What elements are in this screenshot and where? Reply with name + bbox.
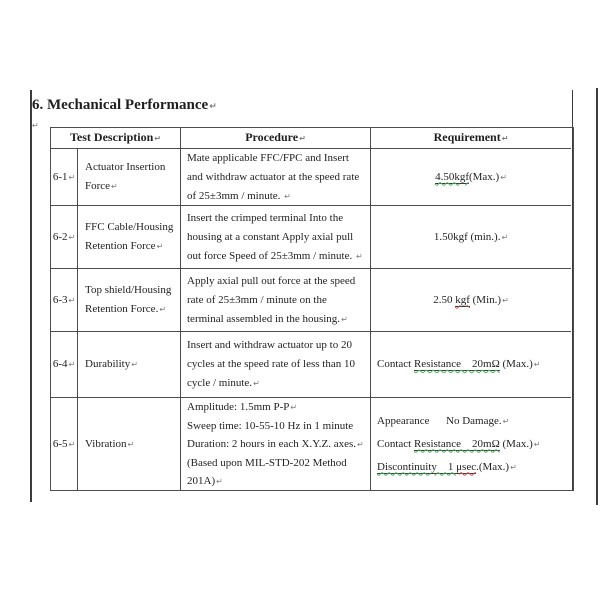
cell-6-1-description [78,149,181,206]
table-row-6-3 [51,269,573,332]
text-line [53,355,75,374]
paragraph-mark-icon: ↵ [290,402,298,412]
cell-6-3-id [51,269,78,332]
text-line [433,291,509,310]
paragraph-mark-icon: ↵ [253,379,260,388]
table-row-6-1 [51,149,573,206]
text-line [435,168,507,187]
paragraph-mark-icon: ↵ [154,134,161,143]
text-segment: (Based upon MIL-STD-202 Method [187,456,347,469]
text-segment: Procedure [245,130,299,144]
text-line [187,228,367,247]
text-line [434,128,509,148]
text-boundary-line-right-outer [596,88,598,505]
paragraph-mark-icon: ↵ [510,462,517,472]
text-segment: (Max.) [468,170,500,183]
text-line [377,410,568,433]
text-segment: cycle / minute. [187,377,253,389]
text-line [31,114,39,135]
text-segment: Force [85,180,111,192]
cell-6-5-description [78,398,181,490]
table-row-6-5 [51,398,573,490]
text-line [85,177,178,196]
text-line [187,149,367,168]
paragraph-mark-icon: ↵ [500,172,507,182]
paragraph-mark [31,114,39,135]
cell-6-3-requirement [371,269,571,332]
cell-6-1-procedure [181,149,371,206]
paragraph-mark-icon: ↵ [216,476,223,486]
text-segment: μsec [456,460,477,473]
text-line [187,398,367,417]
text-line [187,355,367,374]
text-segment: 6. Mechanical Performance [32,97,209,113]
paragraph-mark-icon: ↵ [68,439,76,449]
text-line [53,291,75,310]
paragraph-mark-icon: ↵ [131,360,138,369]
cell-6-1-id [51,149,78,206]
paragraph-mark-icon: ↵ [159,305,167,314]
text-segment: Sweep time: 10-55-10 Hz in 1 minute [187,419,354,432]
paragraph-mark-icon: ↵ [357,439,364,449]
text-segment: Actuator Insertion [85,161,166,173]
text-line [187,310,367,329]
text-segment: 6-5 [52,437,68,450]
text-line [53,168,75,187]
text-segment: (Max.) [499,437,533,450]
text-line [85,281,178,300]
text-segment: 6-3 [52,293,68,306]
text-segment: FFC Cable/Housing [85,221,174,233]
text-segment: Discontinuity 1 [377,460,457,473]
paragraph-mark-icon: ↵ [501,134,509,143]
text-segment: terminal assembled in the housing. [187,312,341,325]
text-segment: (Max.) [499,358,533,370]
text-line [434,228,508,247]
text-segment: Retention Force [85,240,156,252]
paragraph-mark-icon: ↵ [533,439,541,449]
table-row-6-2 [51,206,573,269]
text-line [187,472,367,491]
paragraph-mark-icon: ↵ [68,360,76,369]
header-cell-requirement [371,128,571,149]
header-cell-test-description [51,128,181,149]
table-header-row [51,128,573,149]
paragraph-mark-icon: ↵ [284,191,291,201]
text-line [53,228,75,247]
text-line [187,417,367,435]
cell-6-4-procedure [181,332,371,398]
text-segment: Insert the crimped terminal Into the [187,211,344,224]
paragraph-mark-icon: ↵ [127,439,135,449]
mechanical-performance-table [50,127,574,491]
text-segment: and withdraw actuator at the speed rate [187,170,360,183]
text-segment: kgf [455,293,470,306]
paragraph-mark-icon: ↵ [32,121,39,130]
text-segment: Resistance 20mΩ [413,358,500,370]
text-segment: 2.50 [433,293,456,306]
text-segment: 6-1 [52,170,68,183]
text-line [187,374,367,393]
text-segment: Retention Force. [85,303,159,315]
text-segment: rate of 25±3mm / minute on the [187,293,327,306]
text-line [85,218,178,237]
text-line [32,96,217,117]
text-line [187,209,367,228]
text-line [85,158,178,177]
text-line [245,128,306,148]
cell-6-4-id [51,332,78,398]
text-boundary-line-left [30,90,32,502]
cell-6-2-procedure [181,206,371,269]
table-row-6-4 [51,332,573,398]
text-segment: Top shield/Housing [85,284,172,296]
text-line [53,435,75,454]
text-segment: Apply axial pull out force at the speed [187,274,356,287]
paragraph-mark-icon: ↵ [501,232,509,242]
text-segment: out force Speed of 25±3mm / minute. [187,249,355,262]
text-line [187,247,367,266]
header-cell-procedure [181,128,371,149]
paragraph-mark-icon: ↵ [209,102,217,112]
text-line [377,355,568,374]
text-segment: Contact [377,358,414,370]
text-segment: .(Max.) [476,460,510,473]
paragraph-mark-icon: ↵ [68,232,76,242]
text-line [85,237,178,256]
text-segment: Durability [85,358,131,370]
text-line [187,168,367,187]
paragraph-mark-icon: ↵ [355,251,363,261]
text-segment: Resistance 20mΩ [413,437,500,450]
paragraph-mark-icon: ↵ [502,416,510,426]
text-segment: Requirement [433,130,501,144]
text-segment: Insert and withdraw actuator up to 20 [187,339,352,351]
text-line [187,187,367,206]
text-line [85,435,178,454]
text-line [187,291,367,310]
cell-6-2-id [51,206,78,269]
cell-6-5-requirement [371,398,571,490]
text-segment: Duration: 2 hours in each X.Y.Z. axes. [187,437,357,450]
text-line [187,336,367,355]
cell-6-4-description [78,332,181,398]
paragraph-mark-icon: ↵ [111,182,118,191]
text-segment: 4.50kgf [435,170,469,183]
text-segment: of 25±3mm / minute. [187,189,284,202]
paragraph-mark-icon: ↵ [68,172,76,182]
text-segment: Amplitude: 1.5mm P-P [187,400,290,413]
text-line [187,435,367,454]
paragraph-mark-icon: ↵ [156,242,164,251]
section-title [32,96,217,117]
paragraph-mark-icon: ↵ [299,134,306,143]
text-line [187,272,367,291]
cell-6-2-description [78,206,181,269]
cell-6-4-requirement [371,332,571,398]
cell-6-3-procedure [181,269,371,332]
text-segment: Contact [377,437,414,450]
paragraph-mark-icon: ↵ [502,295,509,305]
cell-6-1-requirement [371,149,571,206]
text-segment: 201A) [187,474,216,487]
text-segment: 6-4 [52,358,68,370]
cell-6-2-requirement [371,206,571,269]
paragraph-mark-icon: ↵ [533,360,541,369]
text-line [85,355,178,374]
text-segment: cycles at the speed rate of less than 10 [187,358,355,370]
text-segment: 6-2 [52,230,68,243]
cell-6-3-description [78,269,181,332]
text-line [70,128,161,148]
text-line [187,454,367,472]
paragraph-mark-icon: ↵ [68,295,76,305]
text-segment: Test Description [70,130,154,144]
text-segment: Mate applicable FFC/FPC and Insert [187,151,349,164]
text-segment: Appearance No Damage. [377,414,502,427]
paragraph-mark-icon: ↵ [341,314,348,324]
text-segment: Vibration [85,437,127,450]
text-line [85,300,178,319]
cell-6-5-id [51,398,78,490]
cell-6-5-procedure [181,398,371,490]
text-segment: (Min.) [469,293,502,306]
text-segment: housing at a constant Apply axial pull [187,230,354,243]
text-segment: 1.50kgf (min.). [433,230,501,243]
text-line [377,433,568,456]
text-line [377,456,568,479]
